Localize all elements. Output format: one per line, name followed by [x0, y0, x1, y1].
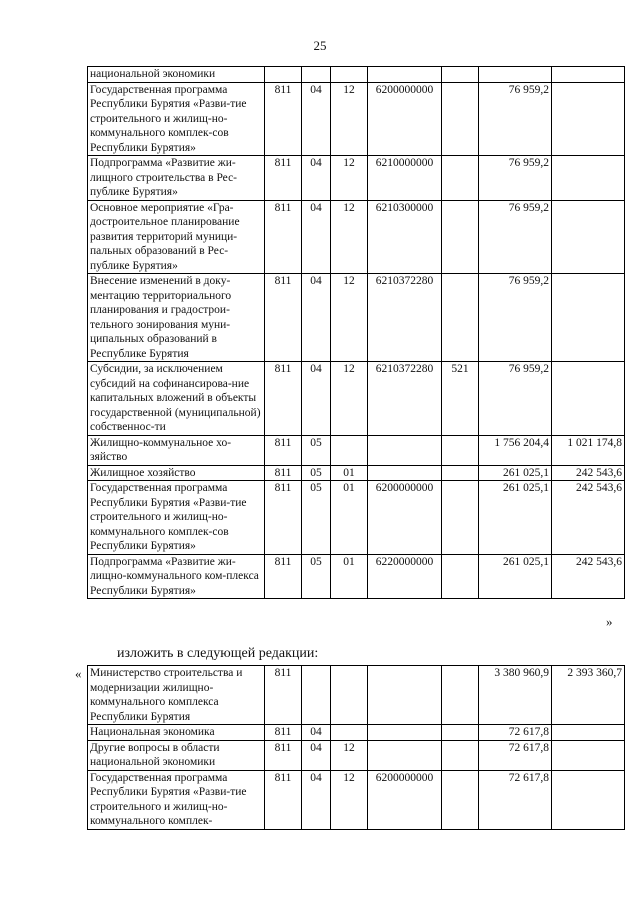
table-row: [88, 435, 625, 465]
cell-name: Государственная программа Республики Бурятия «Разви-тие строительного и жилищ-но-коммунального комплек-сов Республики Бурятия»: [88, 82, 265, 156]
cell-sum-second: [552, 362, 625, 436]
cell-expense-type: [442, 465, 479, 481]
cell-sum-second: [552, 156, 625, 201]
cell-subsection: 01: [331, 481, 368, 555]
cell-section: 04: [302, 82, 331, 156]
cell-admin-code: 811: [265, 481, 302, 555]
cell-expense-type: 521: [442, 362, 479, 436]
cell-sum-second: 242 543,6: [552, 465, 625, 481]
cell-name: Основное мероприятие «Гра-достроительное планирование развития территорий муници-пальных образований в Рес-публике Бурятия»: [88, 200, 265, 274]
table-row: [88, 740, 625, 770]
cell-section: 04: [302, 362, 331, 436]
cell-target-article: [368, 465, 442, 481]
cell-section: 05: [302, 554, 331, 599]
table-row: [88, 481, 625, 555]
cell-admin-code: 811: [265, 465, 302, 481]
cell-name: Жилищно-коммунальное хо-зяйство: [88, 435, 265, 465]
cell-target-article: 6210372280: [368, 362, 442, 436]
budget-table-bottom: [87, 665, 625, 830]
table-row: [88, 67, 625, 83]
cell-name: Субсидии, за исключением субсидий на софинансирова-ние капитальных вложений в объекты государственной (муниципальной) собственнос-ти: [88, 362, 265, 436]
cell-admin-code: 811: [265, 362, 302, 436]
cell-subsection: 12: [331, 362, 368, 436]
cell-admin-code: 811: [265, 554, 302, 599]
cell-sum-first: 261 025,1: [479, 554, 552, 599]
cell-subsection: [331, 666, 368, 725]
table-row: [88, 465, 625, 481]
cell-target-article: [368, 67, 442, 83]
cell-name: Министерство строительства и модернизации жилищно-коммунального комплекса Республики Бурятия: [88, 666, 265, 725]
cell-section: 04: [302, 156, 331, 201]
cell-target-article: 6210300000: [368, 200, 442, 274]
cell-expense-type: [442, 770, 479, 829]
cell-name: Другие вопросы в области национальной экономики: [88, 740, 265, 770]
cell-expense-type: [442, 435, 479, 465]
cell-sum-second: [552, 67, 625, 83]
cell-expense-type: [442, 200, 479, 274]
table-row: [88, 725, 625, 741]
cell-section: 05: [302, 481, 331, 555]
cell-section: 04: [302, 274, 331, 362]
cell-expense-type: [442, 274, 479, 362]
cell-name: Подпрограмма «Развитие жи-лищного строительства в Рес-публике Бурятия»: [88, 156, 265, 201]
cell-target-article: 6210372280: [368, 274, 442, 362]
table-row: [88, 82, 625, 156]
cell-target-article: [368, 725, 442, 741]
cell-expense-type: [442, 725, 479, 741]
cell-section: 04: [302, 740, 331, 770]
cell-section: 04: [302, 725, 331, 741]
table-row: [88, 274, 625, 362]
cell-section: 04: [302, 770, 331, 829]
cell-section: 04: [302, 200, 331, 274]
cell-admin-code: 811: [265, 435, 302, 465]
cell-sum-first: 76 959,2: [479, 156, 552, 201]
cell-sum-first: 261 025,1: [479, 465, 552, 481]
table-row: [88, 200, 625, 274]
table-row: [88, 666, 625, 725]
cell-subsection: 01: [331, 554, 368, 599]
cell-sum-first: 72 617,8: [479, 725, 552, 741]
cell-sum-second: [552, 82, 625, 156]
cell-expense-type: [442, 554, 479, 599]
cell-name: Государственная программа Республики Бурятия «Разви-тие строительного и жилищ-но-коммунального комплек-: [88, 770, 265, 829]
cell-name: Подпрограмма «Развитие жи-лищно-коммунального ком-плекса Республики Бурятия»: [88, 554, 265, 599]
cell-sum-second: 242 543,6: [552, 481, 625, 555]
instruction-text: изложить в следующей редакции:: [117, 646, 319, 661]
cell-target-article: [368, 740, 442, 770]
cell-sum-first: 3 380 960,9: [479, 666, 552, 725]
cell-sum-first: 76 959,2: [479, 362, 552, 436]
cell-admin-code: [265, 67, 302, 83]
cell-subsection: 12: [331, 200, 368, 274]
cell-section: 05: [302, 435, 331, 465]
cell-admin-code: 811: [265, 156, 302, 201]
cell-name: национальной экономики: [88, 67, 265, 83]
closing-quote: »: [606, 614, 613, 629]
opening-quote: «: [75, 666, 82, 681]
cell-expense-type: [442, 156, 479, 201]
cell-expense-type: [442, 82, 479, 156]
cell-name: Жилищное хозяйство: [88, 465, 265, 481]
cell-admin-code: 811: [265, 770, 302, 829]
cell-target-article: 6200000000: [368, 481, 442, 555]
cell-subsection: 12: [331, 274, 368, 362]
cell-sum-second: 242 543,6: [552, 554, 625, 599]
cell-sum-first: 72 617,8: [479, 770, 552, 829]
cell-sum-first: 76 959,2: [479, 200, 552, 274]
cell-expense-type: [442, 666, 479, 725]
cell-admin-code: 811: [265, 740, 302, 770]
cell-sum-first: 261 025,1: [479, 481, 552, 555]
cell-subsection: 01: [331, 465, 368, 481]
cell-target-article: [368, 666, 442, 725]
table-row: [88, 362, 625, 436]
cell-admin-code: 811: [265, 666, 302, 725]
cell-sum-second: [552, 770, 625, 829]
cell-expense-type: [442, 481, 479, 555]
cell-sum-second: [552, 725, 625, 741]
cell-expense-type: [442, 740, 479, 770]
cell-sum-first: [479, 67, 552, 83]
cell-target-article: [368, 435, 442, 465]
cell-section: 05: [302, 465, 331, 481]
cell-subsection: [331, 435, 368, 465]
cell-target-article: 6200000000: [368, 82, 442, 156]
cell-sum-first: 76 959,2: [479, 82, 552, 156]
cell-subsection: 12: [331, 82, 368, 156]
table-row: [88, 554, 625, 599]
cell-target-article: 6200000000: [368, 770, 442, 829]
cell-subsection: 12: [331, 156, 368, 201]
cell-section: [302, 67, 331, 83]
cell-subsection: [331, 725, 368, 741]
cell-admin-code: 811: [265, 274, 302, 362]
cell-target-article: 6210000000: [368, 156, 442, 201]
cell-subsection: [331, 67, 368, 83]
cell-subsection: 12: [331, 770, 368, 829]
cell-subsection: 12: [331, 740, 368, 770]
cell-target-article: 6220000000: [368, 554, 442, 599]
cell-sum-second: 1 021 174,8: [552, 435, 625, 465]
cell-sum-second: [552, 200, 625, 274]
cell-admin-code: 811: [265, 200, 302, 274]
cell-sum-first: 76 959,2: [479, 274, 552, 362]
cell-expense-type: [442, 67, 479, 83]
cell-name: Национальная экономика: [88, 725, 265, 741]
table-row: [88, 156, 625, 201]
cell-sum-first: 72 617,8: [479, 740, 552, 770]
cell-admin-code: 811: [265, 82, 302, 156]
cell-name: Внесение изменений в доку-ментацию территориального планирования и градострои-тельного зонирования муни-ципальных образований в Республике Бурятия: [88, 274, 265, 362]
page-number: 25: [313, 38, 327, 53]
cell-section: [302, 666, 331, 725]
budget-table-top: [87, 66, 625, 599]
cell-sum-second: [552, 274, 625, 362]
cell-sum-first: 1 756 204,4: [479, 435, 552, 465]
cell-sum-second: [552, 740, 625, 770]
cell-sum-second: 2 393 360,7: [552, 666, 625, 725]
cell-admin-code: 811: [265, 725, 302, 741]
table-row: [88, 770, 625, 829]
cell-name: Государственная программа Республики Бурятия «Разви-тие строительного и жилищ-но-коммунального комплек-сов Республики Бурятия»: [88, 481, 265, 555]
